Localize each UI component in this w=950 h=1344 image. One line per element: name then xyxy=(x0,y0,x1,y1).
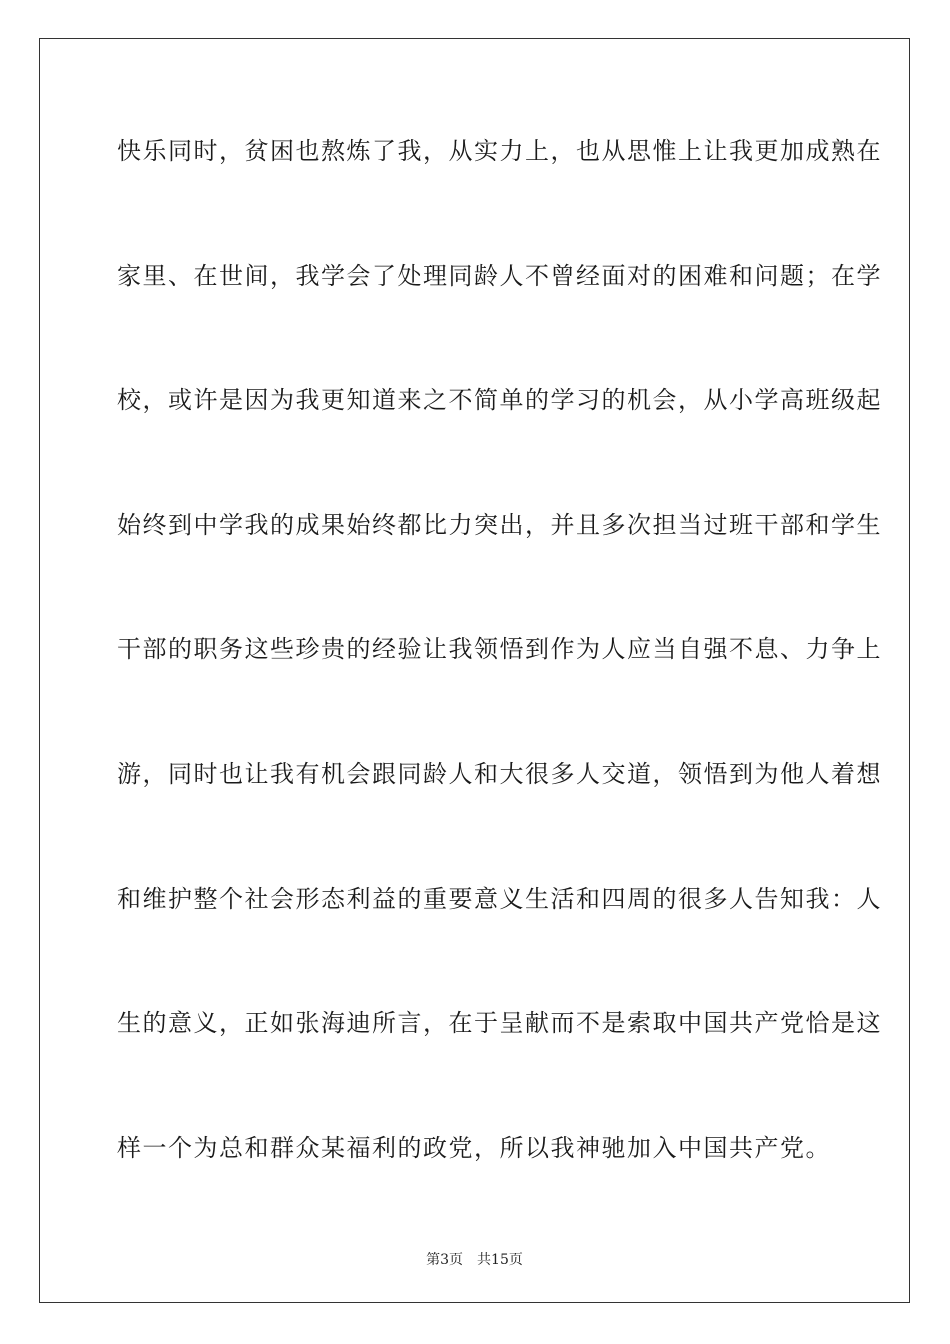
text-line: 游，同时也让我有机会跟同龄人和大很多人交道，领悟到为他人着想 xyxy=(117,759,882,788)
body-text xyxy=(117,134,882,1255)
text-line: 快乐同时，贫困也熬炼了我，从实力上，也从思惟上让我更加成熟在 xyxy=(117,137,882,165)
text-line: 家里、在世间，我学会了处理同龄人不曾经面对的困难和问题；在学 xyxy=(117,261,882,290)
text-line: 生的意义，正如张海迪所言，在于呈献而不是索取中国共产党恰是这 xyxy=(117,1009,882,1038)
text-line: 校，或许是因为我更知道来之不简单的学习的机会，从小学高班级起 xyxy=(117,386,882,415)
text-line: 始终到中学我的成果始终都比力突出，并且多次担当过班干部和学生 xyxy=(117,510,882,539)
page-frame xyxy=(39,38,910,1303)
text-line: 样一个为总和群众某福利的政党，所以我神驰加入中国共产党。 xyxy=(117,1133,831,1162)
text-line: 干部的职务这些珍贵的经验让我领悟到作为人应当自强不息、力争上 xyxy=(117,635,882,664)
page-number-footer: 第3页 共15页 xyxy=(426,1252,523,1268)
text-line: 和维护整个社会形态利益的重要意义生活和四周的很多人告知我：人 xyxy=(117,884,882,913)
